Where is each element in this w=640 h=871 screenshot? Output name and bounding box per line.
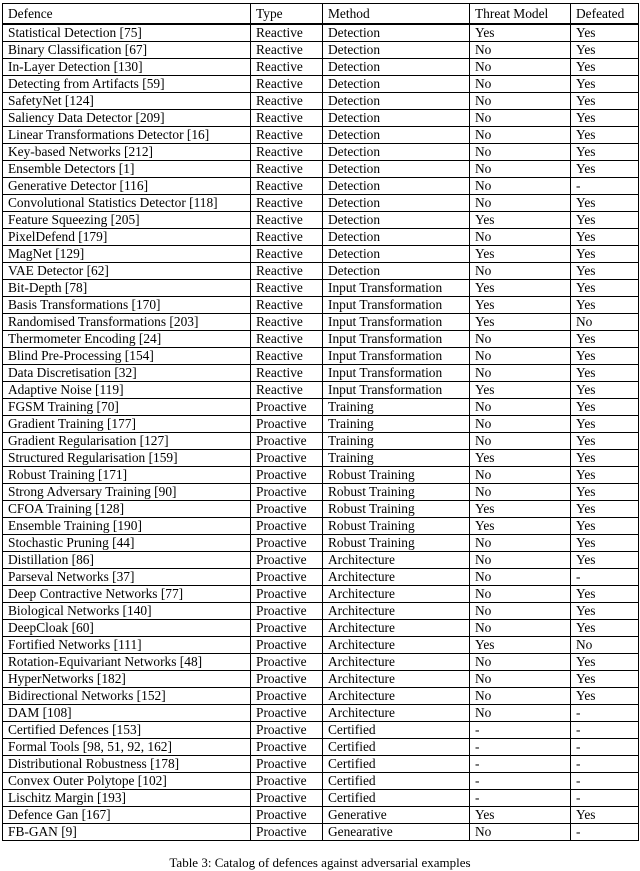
threat-model-cell: No bbox=[470, 620, 571, 637]
defence-cell: Strong Adversary Training [90] bbox=[3, 484, 251, 501]
type-cell: Proactive bbox=[251, 654, 323, 671]
type-cell: Proactive bbox=[251, 722, 323, 739]
defeated-cell: Yes bbox=[571, 93, 639, 110]
defeated-cell: Yes bbox=[571, 127, 639, 144]
method-cell: Architecture bbox=[323, 620, 470, 637]
table-header bbox=[3, 4, 639, 25]
type-cell: Reactive bbox=[251, 42, 323, 59]
method-cell: Architecture bbox=[323, 569, 470, 586]
threat-model-cell: No bbox=[470, 603, 571, 620]
type-cell: Reactive bbox=[251, 382, 323, 399]
method-cell: Architecture bbox=[323, 671, 470, 688]
type-cell: Reactive bbox=[251, 331, 323, 348]
type-cell: Reactive bbox=[251, 212, 323, 229]
type-cell: Reactive bbox=[251, 280, 323, 297]
defence-cell: Gradient Training [177] bbox=[3, 416, 251, 433]
type-cell: Proactive bbox=[251, 688, 323, 705]
defence-cell: Bit-Depth [78] bbox=[3, 280, 251, 297]
defeated-cell: Yes bbox=[571, 195, 639, 212]
type-cell: Proactive bbox=[251, 790, 323, 807]
threat-model-cell: - bbox=[470, 722, 571, 739]
type-cell: Proactive bbox=[251, 739, 323, 756]
method-cell: Detection bbox=[323, 212, 470, 229]
defence-cell: Rotation-Equivariant Networks [48] bbox=[3, 654, 251, 671]
table-row bbox=[3, 484, 639, 501]
table-row bbox=[3, 688, 639, 705]
defeated-cell: - bbox=[571, 773, 639, 790]
type-cell: Proactive bbox=[251, 399, 323, 416]
method-cell: Certified bbox=[323, 722, 470, 739]
method-cell: Robust Training bbox=[323, 518, 470, 535]
defeated-cell: - bbox=[571, 824, 639, 841]
defeated-cell: Yes bbox=[571, 24, 639, 42]
threat-model-cell: Yes bbox=[470, 807, 571, 824]
defence-cell: Defence Gan [167] bbox=[3, 807, 251, 824]
method-cell: Input Transformation bbox=[323, 280, 470, 297]
defences-table bbox=[2, 3, 639, 841]
type-cell: Proactive bbox=[251, 518, 323, 535]
method-cell: Architecture bbox=[323, 705, 470, 722]
table-row bbox=[3, 348, 639, 365]
method-cell: Input Transformation bbox=[323, 382, 470, 399]
threat-model-cell: Yes bbox=[470, 382, 571, 399]
method-cell: Input Transformation bbox=[323, 297, 470, 314]
defence-cell: Ensemble Training [190] bbox=[3, 518, 251, 535]
defence-cell: Ensemble Detectors [1] bbox=[3, 161, 251, 178]
defence-cell: Feature Squeezing [205] bbox=[3, 212, 251, 229]
defeated-cell: Yes bbox=[571, 42, 639, 59]
method-cell: Architecture bbox=[323, 586, 470, 603]
table-row bbox=[3, 246, 639, 263]
defeated-cell: Yes bbox=[571, 807, 639, 824]
method-cell: Architecture bbox=[323, 688, 470, 705]
defeated-cell: Yes bbox=[571, 671, 639, 688]
defeated-cell: Yes bbox=[571, 331, 639, 348]
table-row bbox=[3, 416, 639, 433]
type-cell: Reactive bbox=[251, 127, 323, 144]
table-row bbox=[3, 654, 639, 671]
defeated-cell: Yes bbox=[571, 263, 639, 280]
table-row bbox=[3, 637, 639, 654]
defeated-cell: Yes bbox=[571, 382, 639, 399]
type-cell: Proactive bbox=[251, 620, 323, 637]
table-row bbox=[3, 229, 639, 246]
defeated-cell: Yes bbox=[571, 212, 639, 229]
defeated-cell: Yes bbox=[571, 246, 639, 263]
defence-cell: Blind Pre-Processing [154] bbox=[3, 348, 251, 365]
threat-model-cell: Yes bbox=[470, 450, 571, 467]
type-cell: Reactive bbox=[251, 161, 323, 178]
threat-model-cell: - bbox=[470, 756, 571, 773]
threat-model-cell: No bbox=[470, 484, 571, 501]
table-caption: Table 3: Catalog of defences against adversarial examples bbox=[169, 855, 471, 870]
table-row bbox=[3, 620, 639, 637]
defence-cell: Fortified Networks [111] bbox=[3, 637, 251, 654]
type-cell: Proactive bbox=[251, 671, 323, 688]
table-row bbox=[3, 314, 639, 331]
defeated-cell: Yes bbox=[571, 365, 639, 382]
method-cell: Input Transformation bbox=[323, 348, 470, 365]
threat-model-cell: No bbox=[470, 144, 571, 161]
type-cell: Reactive bbox=[251, 263, 323, 280]
defence-cell: MagNet [129] bbox=[3, 246, 251, 263]
table-row bbox=[3, 280, 639, 297]
method-cell: Architecture bbox=[323, 552, 470, 569]
defence-cell: CFOA Training [128] bbox=[3, 501, 251, 518]
type-cell: Proactive bbox=[251, 705, 323, 722]
threat-model-cell: No bbox=[470, 552, 571, 569]
method-cell: Training bbox=[323, 433, 470, 450]
method-cell: Detection bbox=[323, 229, 470, 246]
defence-cell: Adaptive Noise [119] bbox=[3, 382, 251, 399]
defence-cell: Robust Training [171] bbox=[3, 467, 251, 484]
defence-cell: Certified Defences [153] bbox=[3, 722, 251, 739]
defeated-cell: Yes bbox=[571, 552, 639, 569]
defeated-cell: Yes bbox=[571, 76, 639, 93]
table-row bbox=[3, 501, 639, 518]
table-row bbox=[3, 586, 639, 603]
type-cell: Reactive bbox=[251, 246, 323, 263]
type-cell: Reactive bbox=[251, 297, 323, 314]
table-row bbox=[3, 399, 639, 416]
column-header-method: Method bbox=[323, 4, 470, 25]
threat-model-cell: No bbox=[470, 688, 571, 705]
table-row bbox=[3, 518, 639, 535]
method-cell: Architecture bbox=[323, 654, 470, 671]
threat-model-cell: No bbox=[470, 416, 571, 433]
threat-model-cell: No bbox=[470, 195, 571, 212]
type-cell: Reactive bbox=[251, 76, 323, 93]
defeated-cell: - bbox=[571, 705, 639, 722]
threat-model-cell: No bbox=[470, 705, 571, 722]
threat-model-cell: No bbox=[470, 161, 571, 178]
defeated-cell: Yes bbox=[571, 450, 639, 467]
defeated-cell: Yes bbox=[571, 144, 639, 161]
threat-model-cell: No bbox=[470, 569, 571, 586]
table-row bbox=[3, 739, 639, 756]
type-cell: Reactive bbox=[251, 110, 323, 127]
defence-cell: Data Discretisation [32] bbox=[3, 365, 251, 382]
table-row bbox=[3, 93, 639, 110]
method-cell: Robust Training bbox=[323, 535, 470, 552]
table-row bbox=[3, 144, 639, 161]
defeated-cell: Yes bbox=[571, 399, 639, 416]
defence-cell: In-Layer Detection [130] bbox=[3, 59, 251, 76]
defeated-cell: Yes bbox=[571, 620, 639, 637]
defeated-cell: - bbox=[571, 569, 639, 586]
threat-model-cell: Yes bbox=[470, 212, 571, 229]
defeated-cell: Yes bbox=[571, 586, 639, 603]
type-cell: Reactive bbox=[251, 348, 323, 365]
type-cell: Proactive bbox=[251, 756, 323, 773]
header-row bbox=[3, 4, 639, 25]
table-row bbox=[3, 59, 639, 76]
type-cell: Reactive bbox=[251, 178, 323, 195]
table-row bbox=[3, 212, 639, 229]
type-cell: Proactive bbox=[251, 450, 323, 467]
method-cell: Detection bbox=[323, 42, 470, 59]
threat-model-cell: No bbox=[470, 348, 571, 365]
threat-model-cell: No bbox=[470, 127, 571, 144]
threat-model-cell: - bbox=[470, 790, 571, 807]
defence-cell: Gradient Regularisation [127] bbox=[3, 433, 251, 450]
threat-model-cell: No bbox=[470, 399, 571, 416]
method-cell: Detection bbox=[323, 110, 470, 127]
table-row bbox=[3, 433, 639, 450]
defence-cell: Linear Transformations Detector [16] bbox=[3, 127, 251, 144]
table-row bbox=[3, 24, 639, 42]
column-header-defeated: Defeated bbox=[571, 4, 639, 25]
threat-model-cell: Yes bbox=[470, 314, 571, 331]
threat-model-cell: No bbox=[470, 671, 571, 688]
table-row bbox=[3, 263, 639, 280]
defeated-cell: - bbox=[571, 178, 639, 195]
table-row bbox=[3, 790, 639, 807]
type-cell: Reactive bbox=[251, 24, 323, 42]
defeated-cell: - bbox=[571, 739, 639, 756]
table-row bbox=[3, 42, 639, 59]
table-row bbox=[3, 722, 639, 739]
defeated-cell: Yes bbox=[571, 688, 639, 705]
method-cell: Detection bbox=[323, 263, 470, 280]
method-cell: Detection bbox=[323, 161, 470, 178]
defence-cell: Distillation [86] bbox=[3, 552, 251, 569]
method-cell: Certified bbox=[323, 790, 470, 807]
table-row bbox=[3, 110, 639, 127]
threat-model-cell: Yes bbox=[470, 637, 571, 654]
defeated-cell: Yes bbox=[571, 416, 639, 433]
type-cell: Proactive bbox=[251, 773, 323, 790]
threat-model-cell: Yes bbox=[470, 297, 571, 314]
table-row bbox=[3, 76, 639, 93]
defence-cell: Convolutional Statistics Detector [118] bbox=[3, 195, 251, 212]
defence-cell: Generative Detector [116] bbox=[3, 178, 251, 195]
method-cell: Generative bbox=[323, 807, 470, 824]
table-row bbox=[3, 331, 639, 348]
defeated-cell: Yes bbox=[571, 110, 639, 127]
defence-cell: Structured Regularisation [159] bbox=[3, 450, 251, 467]
method-cell: Genearative bbox=[323, 824, 470, 841]
threat-model-cell: No bbox=[470, 824, 571, 841]
defeated-cell: Yes bbox=[571, 229, 639, 246]
method-cell: Detection bbox=[323, 24, 470, 42]
threat-model-cell: Yes bbox=[470, 24, 571, 42]
type-cell: Proactive bbox=[251, 552, 323, 569]
defence-cell: Key-based Networks [212] bbox=[3, 144, 251, 161]
defence-cell: Deep Contractive Networks [77] bbox=[3, 586, 251, 603]
defence-cell: Randomised Transformations [203] bbox=[3, 314, 251, 331]
type-cell: Proactive bbox=[251, 484, 323, 501]
table-row bbox=[3, 365, 639, 382]
defence-cell: PixelDefend [179] bbox=[3, 229, 251, 246]
table-row bbox=[3, 467, 639, 484]
defence-cell: Statistical Detection [75] bbox=[3, 24, 251, 42]
threat-model-cell: No bbox=[470, 535, 571, 552]
defence-cell: Binary Classification [67] bbox=[3, 42, 251, 59]
type-cell: Reactive bbox=[251, 314, 323, 331]
method-cell: Training bbox=[323, 450, 470, 467]
defence-cell: Thermometer Encoding [24] bbox=[3, 331, 251, 348]
table-row bbox=[3, 671, 639, 688]
defence-cell: Bidirectional Networks [152] bbox=[3, 688, 251, 705]
defence-cell: Lischitz Margin [193] bbox=[3, 790, 251, 807]
table-row bbox=[3, 603, 639, 620]
defence-cell: Parseval Networks [37] bbox=[3, 569, 251, 586]
defence-cell: FB-GAN [9] bbox=[3, 824, 251, 841]
threat-model-cell: Yes bbox=[470, 518, 571, 535]
type-cell: Proactive bbox=[251, 637, 323, 654]
defence-cell: Detecting from Artifacts [59] bbox=[3, 76, 251, 93]
defence-cell: HyperNetworks [182] bbox=[3, 671, 251, 688]
type-cell: Proactive bbox=[251, 807, 323, 824]
threat-model-cell: Yes bbox=[470, 280, 571, 297]
method-cell: Robust Training bbox=[323, 467, 470, 484]
defeated-cell: Yes bbox=[571, 348, 639, 365]
type-cell: Proactive bbox=[251, 603, 323, 620]
table-row bbox=[3, 195, 639, 212]
method-cell: Robust Training bbox=[323, 484, 470, 501]
method-cell: Training bbox=[323, 416, 470, 433]
threat-model-cell: No bbox=[470, 110, 571, 127]
defeated-cell: - bbox=[571, 756, 639, 773]
method-cell: Detection bbox=[323, 76, 470, 93]
defeated-cell: No bbox=[571, 314, 639, 331]
table-row bbox=[3, 382, 639, 399]
defeated-cell: Yes bbox=[571, 59, 639, 76]
method-cell: Input Transformation bbox=[323, 365, 470, 382]
type-cell: Proactive bbox=[251, 535, 323, 552]
table-row bbox=[3, 773, 639, 790]
defeated-cell: - bbox=[571, 790, 639, 807]
method-cell: Detection bbox=[323, 127, 470, 144]
method-cell: Certified bbox=[323, 773, 470, 790]
column-header-type: Type bbox=[251, 4, 323, 25]
table-row bbox=[3, 756, 639, 773]
threat-model-cell: No bbox=[470, 59, 571, 76]
type-cell: Reactive bbox=[251, 229, 323, 246]
method-cell: Input Transformation bbox=[323, 314, 470, 331]
threat-model-cell: Yes bbox=[470, 246, 571, 263]
threat-model-cell: No bbox=[470, 586, 571, 603]
defeated-cell: Yes bbox=[571, 603, 639, 620]
defence-cell: Formal Tools [98, 51, 92, 162] bbox=[3, 739, 251, 756]
defence-cell: Distributional Robustness [178] bbox=[3, 756, 251, 773]
defeated-cell: Yes bbox=[571, 297, 639, 314]
type-cell: Reactive bbox=[251, 365, 323, 382]
type-cell: Reactive bbox=[251, 144, 323, 161]
type-cell: Reactive bbox=[251, 195, 323, 212]
method-cell: Detection bbox=[323, 195, 470, 212]
defence-cell: VAE Detector [62] bbox=[3, 263, 251, 280]
defence-cell: Convex Outer Polytope [102] bbox=[3, 773, 251, 790]
method-cell: Certified bbox=[323, 739, 470, 756]
defence-cell: FGSM Training [70] bbox=[3, 399, 251, 416]
column-header-threat-model: Threat Model bbox=[470, 4, 571, 25]
method-cell: Input Transformation bbox=[323, 331, 470, 348]
defence-cell: Saliency Data Detector [209] bbox=[3, 110, 251, 127]
defence-cell: SafetyNet [124] bbox=[3, 93, 251, 110]
type-cell: Proactive bbox=[251, 416, 323, 433]
table-row bbox=[3, 824, 639, 841]
threat-model-cell: Yes bbox=[470, 501, 571, 518]
type-cell: Proactive bbox=[251, 467, 323, 484]
defence-cell: Stochastic Pruning [44] bbox=[3, 535, 251, 552]
column-header-defence: Defence bbox=[3, 4, 251, 25]
threat-model-cell: No bbox=[470, 654, 571, 671]
defence-cell: DeepCloak [60] bbox=[3, 620, 251, 637]
method-cell: Detection bbox=[323, 178, 470, 195]
threat-model-cell: No bbox=[470, 76, 571, 93]
method-cell: Detection bbox=[323, 246, 470, 263]
defeated-cell: Yes bbox=[571, 484, 639, 501]
method-cell: Robust Training bbox=[323, 501, 470, 518]
defence-cell: Biological Networks [140] bbox=[3, 603, 251, 620]
table-row bbox=[3, 297, 639, 314]
threat-model-cell: No bbox=[470, 365, 571, 382]
threat-model-cell: No bbox=[470, 263, 571, 280]
method-cell: Architecture bbox=[323, 603, 470, 620]
type-cell: Reactive bbox=[251, 59, 323, 76]
defeated-cell: Yes bbox=[571, 280, 639, 297]
threat-model-cell: No bbox=[470, 433, 571, 450]
method-cell: Training bbox=[323, 399, 470, 416]
defeated-cell: - bbox=[571, 722, 639, 739]
threat-model-cell: - bbox=[470, 739, 571, 756]
defeated-cell: Yes bbox=[571, 433, 639, 450]
defeated-cell: Yes bbox=[571, 654, 639, 671]
threat-model-cell: No bbox=[470, 42, 571, 59]
threat-model-cell: - bbox=[470, 773, 571, 790]
defeated-cell: Yes bbox=[571, 501, 639, 518]
threat-model-cell: No bbox=[470, 331, 571, 348]
defeated-cell: Yes bbox=[571, 161, 639, 178]
threat-model-cell: No bbox=[470, 93, 571, 110]
table-row bbox=[3, 161, 639, 178]
defeated-cell: No bbox=[571, 637, 639, 654]
type-cell: Proactive bbox=[251, 824, 323, 841]
table-row bbox=[3, 807, 639, 824]
defeated-cell: Yes bbox=[571, 535, 639, 552]
table-row bbox=[3, 178, 639, 195]
method-cell: Architecture bbox=[323, 637, 470, 654]
threat-model-cell: No bbox=[470, 229, 571, 246]
method-cell: Detection bbox=[323, 93, 470, 110]
table-row bbox=[3, 705, 639, 722]
table-body bbox=[3, 24, 639, 841]
table-row bbox=[3, 552, 639, 569]
threat-model-cell: No bbox=[470, 467, 571, 484]
table-row bbox=[3, 535, 639, 552]
method-cell: Certified bbox=[323, 756, 470, 773]
defeated-cell: Yes bbox=[571, 518, 639, 535]
threat-model-cell: No bbox=[470, 178, 571, 195]
method-cell: Detection bbox=[323, 59, 470, 76]
defence-cell: DAM [108] bbox=[3, 705, 251, 722]
type-cell: Proactive bbox=[251, 586, 323, 603]
defence-cell: Basis Transformations [170] bbox=[3, 297, 251, 314]
type-cell: Proactive bbox=[251, 433, 323, 450]
defeated-cell: Yes bbox=[571, 467, 639, 484]
table-row bbox=[3, 569, 639, 586]
type-cell: Proactive bbox=[251, 501, 323, 518]
type-cell: Proactive bbox=[251, 569, 323, 586]
method-cell: Detection bbox=[323, 144, 470, 161]
table-row bbox=[3, 127, 639, 144]
table-row bbox=[3, 450, 639, 467]
type-cell: Reactive bbox=[251, 93, 323, 110]
